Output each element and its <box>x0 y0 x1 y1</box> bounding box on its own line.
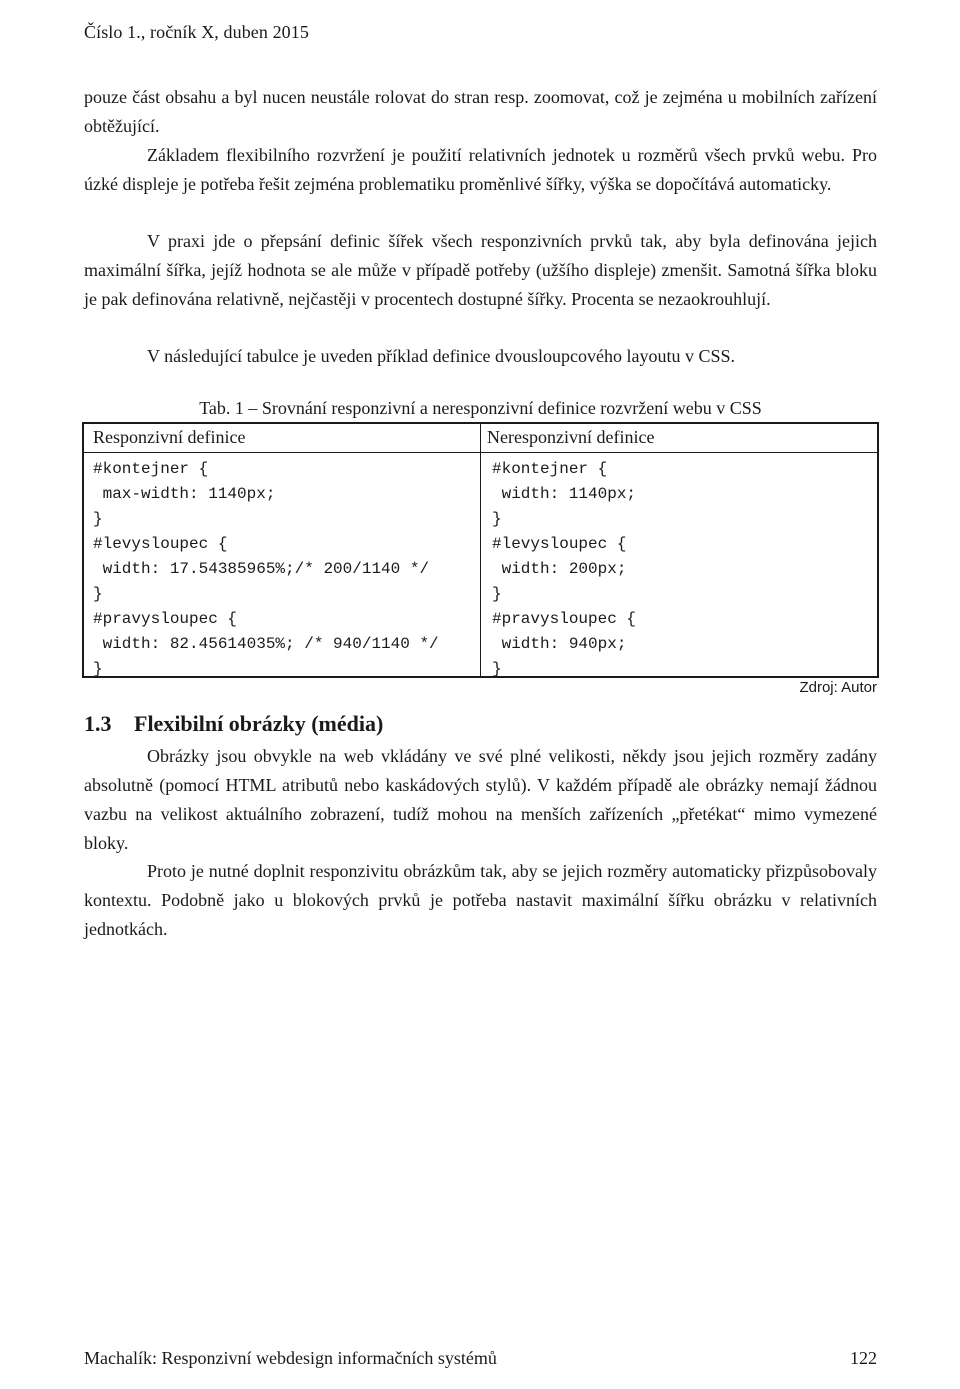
code-line: #levysloupec { <box>492 535 627 553</box>
column-divider <box>480 424 481 676</box>
table-caption: Tab. 1 – Srovnání responzivní a neresponzivní definice rozvržení webu v CSS <box>199 398 762 418</box>
code-line: max-width: 1140px; <box>93 485 276 503</box>
paragraph-4: V následující tabulce je uveden příklad definice dvousloupcového layoutu v CSS. <box>147 346 736 366</box>
code-line: } <box>492 585 502 603</box>
paragraph-2: Základem flexibilního rozvržení je použití relativních jednotek u rozměrů všech prvků webu. Pro úzké displeje je potřeba řešit zejména problematiku proměnlivé šířky, výška se dopočítává automaticky. <box>84 145 877 194</box>
code-responsive <box>93 457 439 682</box>
code-line: #levysloupec { <box>93 535 228 553</box>
code-line: } <box>93 660 103 678</box>
code-line: #pravysloupec { <box>492 610 637 628</box>
code-non-responsive <box>492 457 636 682</box>
paragraph-1: pouze část obsahu a byl nucen neustále rolovat do stran resp. zoomovat, což je zejména u mobilních zařízení obtěžující. <box>84 87 877 136</box>
header-responsive: Responzivní definice <box>93 427 246 447</box>
code-line: width: 200px; <box>492 560 627 578</box>
running-head: Číslo 1., ročník X, duben 2015 <box>84 22 309 42</box>
code-line: width: 940px; <box>492 635 627 653</box>
section-number: 1.3 <box>84 711 112 736</box>
paragraph-3: V praxi jde o přepsání definic šířek všech responzivních prvků tak, aby byla definována jejich maximální šířka, jejíž hodnota se ale může v případě potřeby (užšího displeje) zmenšit. Samotná šířka bloku je pak definována relativně, nejčastěji v procentech dostupné šířky. Procenta se nezaokrouhlují. <box>84 231 877 309</box>
css-comparison-table <box>82 422 879 678</box>
code-line: #kontejner { <box>492 460 608 478</box>
section-paragraph-2: Proto je nutné doplnit responzivitu obrázkům tak, aby se jejich rozměry automaticky přizpůsobovaly kontextu. Podobně jako u blokových prvků je potřeba nastavit maximální šířku obrázku v relativních jednotkách. <box>84 861 877 939</box>
code-line: width: 82.45614035%; /* 940/1140 */ <box>93 635 439 653</box>
header-non-responsive: Neresponzivní definice <box>487 427 655 447</box>
section-heading <box>84 711 383 737</box>
code-line: #kontejner { <box>93 460 209 478</box>
code-line: } <box>93 510 103 528</box>
code-line: width: 17.54385965%;/* 200/1140 */ <box>93 560 430 578</box>
code-line: width: 1140px; <box>492 485 637 503</box>
header-divider <box>84 452 877 453</box>
code-line: } <box>93 585 103 603</box>
page-number: 122 <box>850 1348 877 1368</box>
code-line: } <box>492 660 502 678</box>
code-line: } <box>492 510 502 528</box>
code-line: #pravysloupec { <box>93 610 238 628</box>
table-source: Zdroj: Autor <box>799 679 877 696</box>
footer-title: Machalík: Responzivní webdesign informačních systémů <box>84 1348 497 1368</box>
section-paragraph-1: Obrázky jsou obvykle na web vkládány ve své plné velikosti, někdy jsou jejich rozměry zadány absolutně (pomocí HTML atributů nebo kaskádových stylů). V každém případě ale obrázky nemají žádnou vazbu na velikost aktuálního zobrazení, tudíž mohou na menších zařízeních „přetékat“ mimo vymezené bloky. <box>84 746 877 853</box>
section-title: Flexibilní obrázky (média) <box>134 711 384 736</box>
